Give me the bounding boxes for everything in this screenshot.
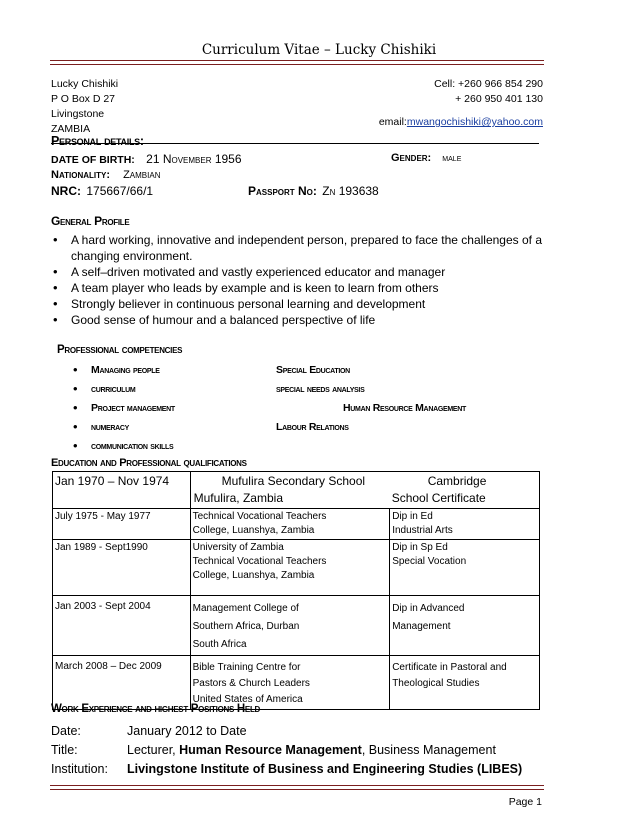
edu-inst-line: Bible Training Centre for <box>192 662 301 673</box>
edu-qualification <box>390 540 540 596</box>
edu-institution <box>190 596 390 656</box>
table-row <box>53 540 540 596</box>
dob-row <box>51 152 242 166</box>
profile-item: • Strongly believer in continuous personal learning and development <box>51 296 551 312</box>
table-row <box>53 596 540 656</box>
work-date-label: Date: <box>51 724 81 738</box>
email-label: email: <box>378 116 407 128</box>
bullet-icon: • <box>73 438 78 453</box>
contact-country: ZAMBIA <box>51 123 91 135</box>
email-link[interactable]: mwangochishiki@yahoo.com <box>406 116 543 128</box>
edu-inst-line: Pastors & Church Leaders <box>192 678 310 689</box>
table-row <box>53 472 540 509</box>
edu-inst-line: College, Luanshya, Zambia <box>192 525 315 536</box>
edu-institution <box>190 656 390 710</box>
profile-list <box>51 232 551 328</box>
dob-label: DATE OF BIRTH: <box>51 154 135 166</box>
edu-institution <box>190 472 390 509</box>
nationality-value: Zambian <box>123 169 161 181</box>
header-rule <box>50 60 544 65</box>
contact-address: P O Box D 27 <box>51 93 116 105</box>
edu-institution <box>190 540 390 596</box>
profile-item: • A team player who leads by example and is keen to learn from others <box>51 280 551 296</box>
edu-qualification <box>390 509 540 540</box>
nrc-value: 175667/66/1 <box>86 184 154 198</box>
contact-left <box>51 77 118 137</box>
gender-value: male <box>442 153 462 164</box>
document-title: Curriculum Vitae – Lucky Chishiki <box>201 42 437 58</box>
nationality-row <box>51 169 160 181</box>
passport-label: Passport No: <box>248 184 317 198</box>
edu-qual-line: Special Vocation <box>392 556 467 567</box>
work-inst-label: Institution: <box>51 762 108 776</box>
personal-rule <box>51 143 539 144</box>
edu-inst-line: Mufulira, Zambia <box>193 491 283 505</box>
edu-qual-line: Theological Studies <box>392 678 480 689</box>
contact-cell2: + 260 950 401 130 <box>455 93 543 105</box>
competency-right: Labour Relations <box>276 421 349 433</box>
edu-qual-line: Dip in Ed <box>392 511 433 522</box>
bullet-icon: • <box>73 419 78 434</box>
contact-cell: Cell: +260 966 854 290 <box>434 78 543 90</box>
edu-inst-line: University of Zambia <box>192 542 284 553</box>
gender-row <box>391 152 461 164</box>
gender-label: Gender: <box>391 152 432 164</box>
edu-qual-line: Dip in Sp Ed <box>392 542 448 553</box>
work-title-bold: Human Resource Management <box>179 743 362 757</box>
work-date-value: January 2012 to Date <box>127 724 247 738</box>
edu-inst-line: Mufulira Secondary School <box>221 474 366 488</box>
profile-item-cont <box>51 248 551 264</box>
edu-date: Jan 1970 – Nov 1974 <box>53 472 191 509</box>
competency-left: communication skills <box>91 440 174 452</box>
competency-right: Special Education <box>276 364 350 376</box>
work-date-row <box>51 722 522 741</box>
bullet-icon: • <box>73 400 78 415</box>
work-title-pre: Lecturer, <box>127 743 180 757</box>
work-title-label: Title: <box>51 743 78 757</box>
dob-value: 21 November 1956 <box>146 152 242 166</box>
bullet-icon: • <box>73 381 78 396</box>
edu-qual-line: Cambridge <box>427 474 487 488</box>
edu-date: Jan 1989 - Sept1990 <box>53 540 191 596</box>
personal-heading: Personal details: <box>51 134 144 148</box>
edu-inst-line: Southern Africa, Durban <box>192 621 300 632</box>
nationality-label: Nationality: <box>51 169 111 181</box>
passport-row <box>248 184 379 198</box>
edu-qual-line: School Certificate <box>391 491 486 505</box>
work-title-post: , Business Management <box>361 743 496 757</box>
edu-inst-line: Technical Vocational Teachers <box>192 511 327 522</box>
edu-qualification <box>390 472 540 509</box>
work-inst-row <box>51 760 522 779</box>
contact-name: Lucky Chishiki <box>51 78 119 90</box>
table-row <box>53 656 540 710</box>
contact-right <box>434 77 543 107</box>
profile-item: • Good sense of humour and a balanced perspective of life <box>51 312 551 328</box>
education-heading: Education and Professional qualifications <box>51 457 247 469</box>
work-inst-value: Livingstone Institute of Business and Engineering Studies (LIBES) <box>127 762 523 776</box>
edu-qualification <box>390 656 540 710</box>
bullet-icon: • <box>73 362 78 377</box>
competency-right: special needs analysis <box>276 383 365 395</box>
profile-heading: General Profile <box>51 214 130 228</box>
edu-inst-line: Technical Vocational Teachers <box>192 556 327 567</box>
edu-qual-line: Dip in Advanced <box>392 603 465 614</box>
passport-value: Zn 193638 <box>322 184 379 198</box>
nrc-label: NRC: <box>51 184 81 198</box>
competency-left: numeracy <box>91 421 130 433</box>
edu-inst-line: South Africa <box>192 639 247 650</box>
page-number: Page 1 <box>508 796 542 808</box>
table-row <box>53 509 540 540</box>
profile-item: • A hard working, innovative and independent person, prepared to face the challenges of a <box>51 232 551 248</box>
competencies-heading: Professional competencies <box>57 344 183 356</box>
edu-qual-line: Management <box>392 621 451 632</box>
edu-inst-line: United States of America <box>192 694 303 705</box>
competency-left: curriculum <box>91 383 136 395</box>
edu-institution <box>190 509 390 540</box>
edu-date: Jan 2003 - Sept 2004 <box>53 596 191 656</box>
edu-inst-line: Management College of <box>192 603 299 614</box>
competency-left: Project management <box>91 402 175 414</box>
competency-left: Managing people <box>91 364 160 376</box>
work-title-row <box>51 741 522 760</box>
edu-date: July 1975 - May 1977 <box>53 509 191 540</box>
edu-qual-line: Certificate in Pastoral and <box>392 662 507 673</box>
profile-item-cont-text: changing environment. <box>71 249 193 263</box>
edu-inst-line: College, Luanshya, Zambia <box>192 570 315 581</box>
competency-right: Human Resource Management <box>343 402 466 414</box>
education-table <box>52 471 540 710</box>
edu-date: March 2008 – Dec 2009 <box>53 656 191 710</box>
edu-qualification <box>390 596 540 656</box>
work-block <box>51 722 522 779</box>
edu-qual-line: Industrial Arts <box>392 525 453 536</box>
contact-city: Livingstone <box>51 108 105 120</box>
profile-item: • A self–driven motivated and vastly experienced educator and manager <box>51 264 551 280</box>
work-heading: Work Experience and highest Positions Held <box>51 703 261 715</box>
footer-rule <box>50 785 544 790</box>
nrc-row <box>51 184 153 198</box>
contact-email-line <box>379 116 543 128</box>
